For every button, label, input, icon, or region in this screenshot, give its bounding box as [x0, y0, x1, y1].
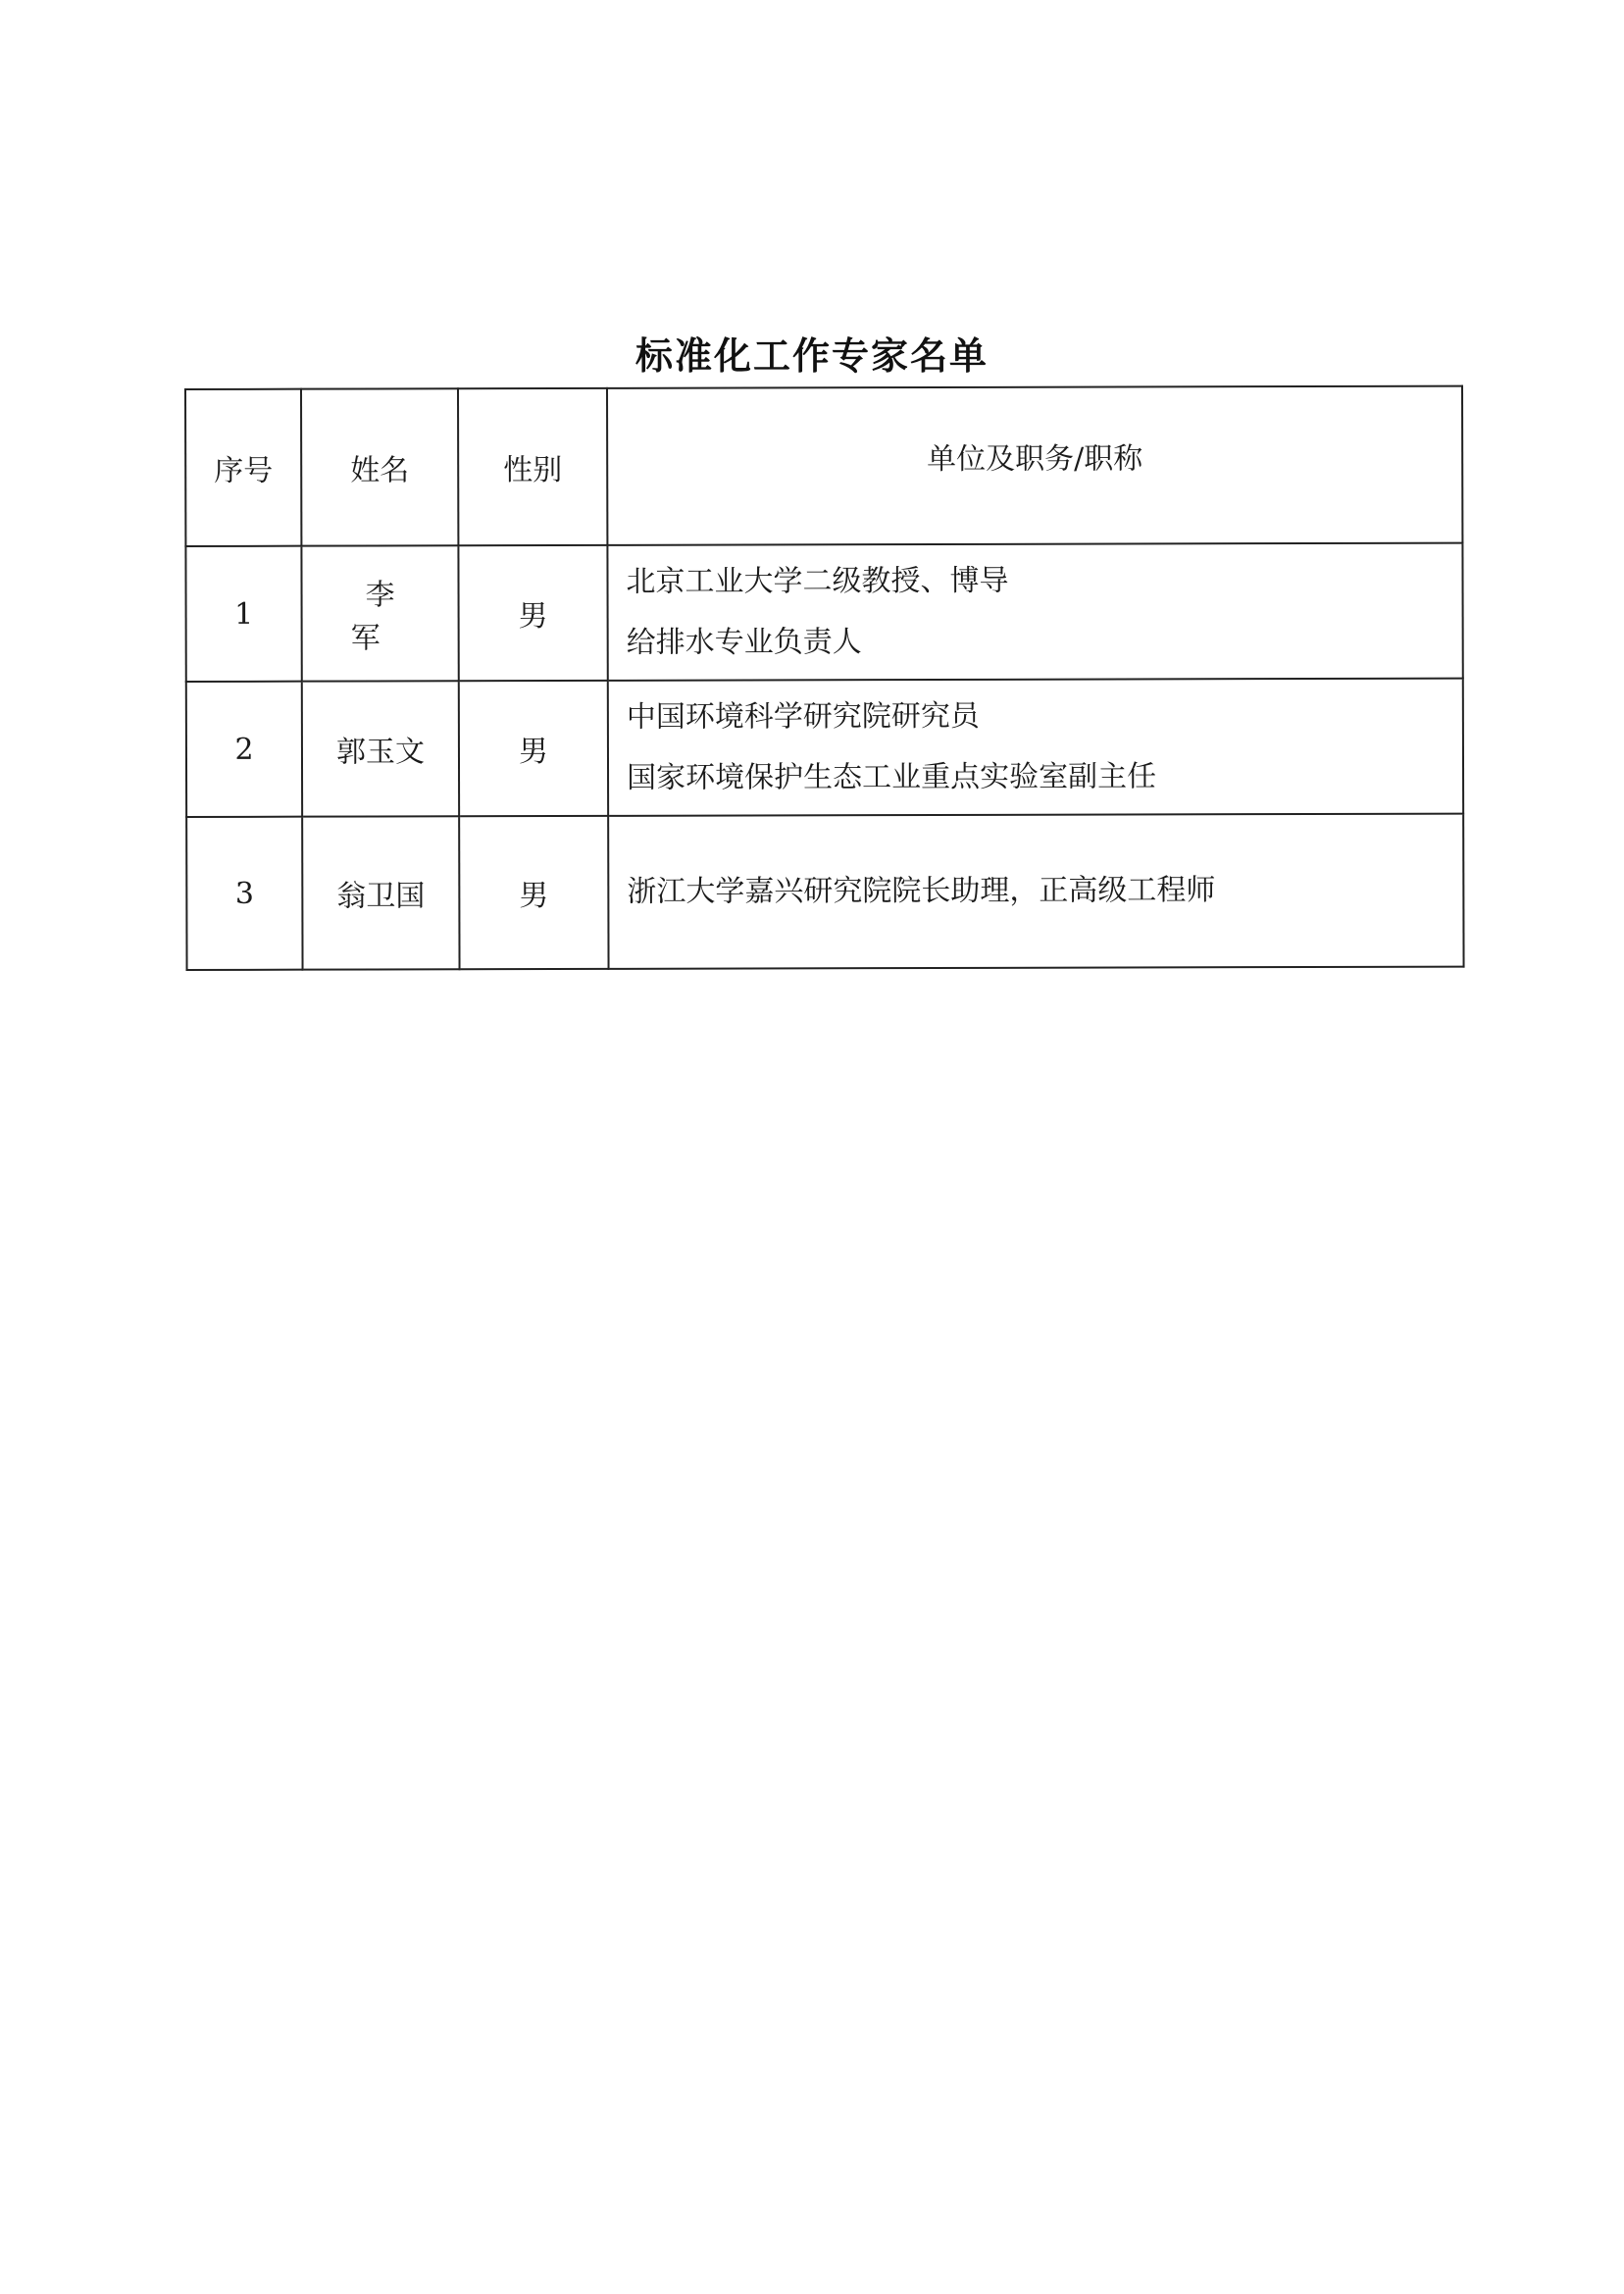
- header-name: 姓名: [301, 388, 458, 545]
- unit-line: 中国环境科学研究院研究员: [626, 698, 980, 735]
- table-row: [186, 679, 1463, 817]
- cell-name: 翁卫国: [302, 816, 459, 969]
- cell-gender: 男: [458, 545, 607, 681]
- expert-list-table: [184, 385, 1465, 971]
- table-header-row: [185, 386, 1462, 546]
- header-gender: 性别: [458, 388, 607, 545]
- header-unit: 单位及职务/职称: [607, 386, 1462, 545]
- cell-gender: 男: [459, 816, 608, 969]
- cell-unit: [608, 814, 1463, 969]
- unit-line: 给排水专业负责人: [626, 625, 862, 660]
- unit-line: 浙江大学嘉兴研究院院长助理，正高级工程师: [627, 873, 1216, 909]
- cell-index: 1: [185, 546, 301, 682]
- cell-gender: 男: [459, 681, 608, 816]
- cell-unit: [607, 543, 1462, 681]
- cell-name: 郭玉文: [302, 681, 459, 816]
- header-index: 序号: [185, 389, 301, 546]
- name-text: 李 军: [350, 578, 425, 656]
- cell-index: 2: [186, 682, 302, 817]
- cell-unit: [608, 679, 1463, 816]
- cell-index: 3: [186, 817, 302, 970]
- unit-line: 国家环境保护生态工业重点实验室副主任: [626, 759, 1157, 795]
- table-row: [185, 543, 1462, 682]
- unit-line: 北京工业大学二级教授、博导: [626, 563, 1009, 599]
- document-title: 标准化工作专家名单: [634, 334, 989, 378]
- cell-name: [301, 545, 458, 681]
- table-row: [186, 814, 1463, 970]
